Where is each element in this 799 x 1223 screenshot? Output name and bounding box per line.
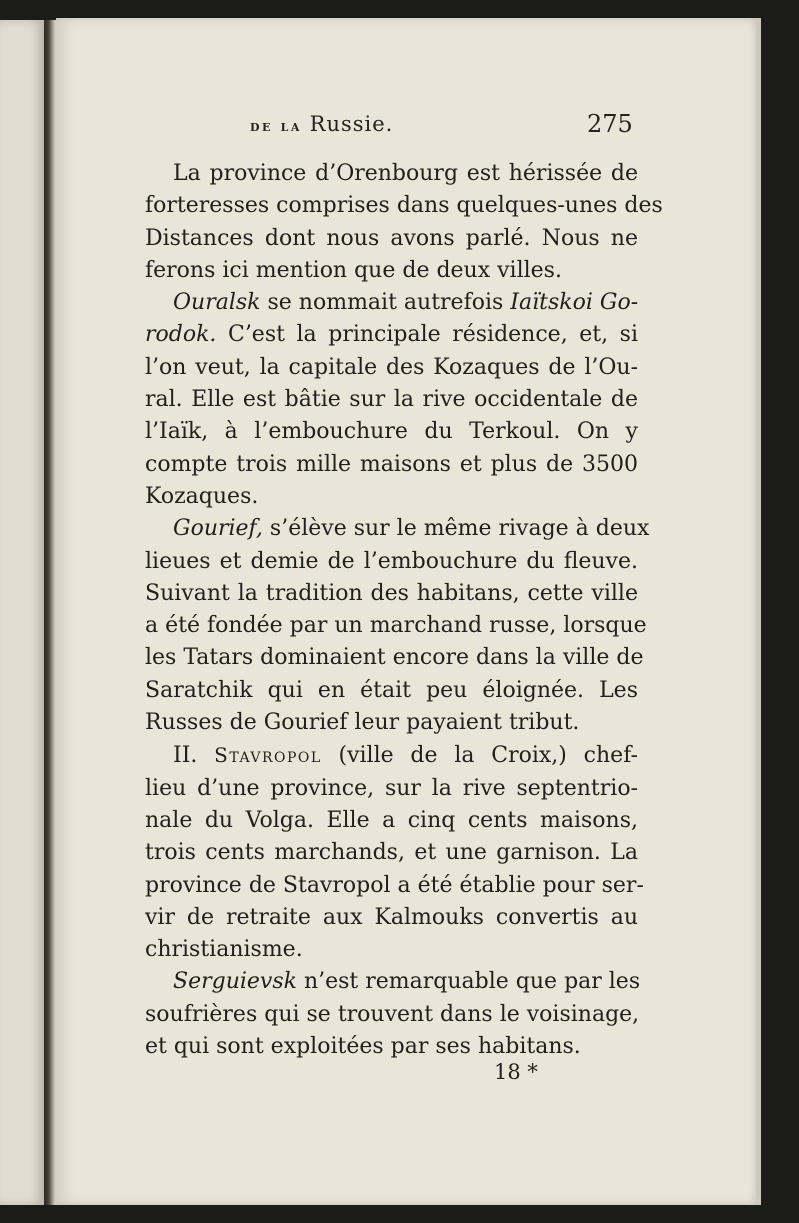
text-segment: christianisme. [145, 937, 303, 963]
text-line [145, 546, 638, 578]
text-segment: a été fondée par un marchand russe, lorsque [145, 613, 647, 639]
left-page-edge [0, 20, 46, 1205]
text-line [145, 1031, 638, 1063]
text-segment: l’on veut, la capitale des Kozaques de l’Ou- [145, 354, 638, 380]
italic-text: Gourief, [173, 516, 263, 542]
text-line [145, 255, 638, 287]
text-line [145, 773, 638, 805]
italic-text: Iaïtskoi Go- [510, 290, 639, 316]
text-segment: se nommait autrefois [260, 290, 511, 316]
text-segment: n’est remarquable que par les [296, 969, 641, 995]
text-line [145, 416, 638, 448]
text-segment: vir de retraite aux Kalmouks convertis au [145, 904, 638, 930]
text-line [145, 966, 641, 998]
text-line [145, 352, 638, 384]
text-line [145, 319, 638, 351]
text-line [145, 449, 638, 481]
italic-text: Ouralsk [173, 290, 261, 316]
text-line [145, 384, 638, 416]
text-line [145, 870, 644, 902]
text-segment: Kozaques. [145, 483, 259, 509]
text-segment: les Tatars dominaient encore dans la ville de [145, 645, 644, 671]
text-segment: (ville de la Croix,) chef- [321, 743, 638, 769]
text-line [145, 190, 663, 222]
text-segment: ral. Elle est bâtie sur la rive occidentale de [145, 387, 638, 413]
text-line [145, 805, 638, 837]
text-line [145, 999, 638, 1031]
italic-text: Serguievsk [173, 969, 297, 995]
text-segment: lieu d’une province, sur la rive septentrio- [145, 775, 638, 801]
text-segment: C’est la principale résidence, et, si [216, 322, 638, 348]
text-line [145, 934, 638, 966]
text-line [145, 642, 644, 674]
page-number: 275 [587, 110, 633, 138]
text-line [145, 902, 638, 934]
text-segment: Saratchik qui en était peu éloignée. Les [145, 677, 638, 703]
text-line [145, 513, 650, 545]
text-line [145, 158, 638, 190]
text-segment: II. [173, 743, 215, 769]
text-line [145, 837, 638, 869]
text-line [145, 481, 638, 513]
text-line [145, 578, 638, 610]
text-segment: compte trois mille maisons et plus de 3500 [145, 451, 638, 477]
text-segment: forteresses comprises dans quelques-unes des [145, 193, 663, 219]
right-page-edge [756, 18, 761, 1205]
text-segment: La province d’Orenbourg est hérissée de [173, 161, 638, 186]
book-gutter [44, 20, 56, 1205]
running-header-prefix: de la [250, 117, 310, 135]
text-segment: Suivant la tradition des habitans, cette ville [145, 580, 638, 606]
text-segment: lieues et demie de l’embouchure du fleuve. [145, 548, 638, 574]
text-segment: trois cents marchands, et une garnison. La [145, 840, 638, 866]
text-line [145, 739, 638, 772]
text-segment: Russes de Gourief leur payaient tribut. [145, 710, 580, 736]
running-header-title: Russie. [309, 112, 394, 136]
text-line [145, 610, 647, 642]
text-segment: Distances dont nous avons parlé. Nous ne [145, 225, 638, 251]
body-text [145, 158, 663, 1063]
text-line [145, 223, 638, 255]
text-segment: et qui sont exploitées par ses habitans. [145, 1034, 581, 1060]
text-segment: nale du Volga. Elle a cinq cents maisons, [145, 807, 638, 833]
running-header [250, 112, 393, 136]
text-segment: s’élève sur le même rivage à deux [262, 516, 650, 542]
text-line [145, 287, 638, 319]
small-caps-text: Stavropol [214, 743, 322, 768]
text-segment: ferons ici mention que de deux villes. [145, 257, 562, 283]
text-segment: soufrières qui se trouvent dans le voisinage, [145, 1001, 640, 1027]
text-segment: l’Iaïk, à l’embouchure du Terkoul. On y [145, 419, 638, 445]
italic-text: rodok. [145, 322, 217, 348]
text-line [145, 675, 638, 707]
signature-mark: 18 * [494, 1060, 538, 1084]
text-line [145, 707, 638, 739]
text-segment: province de Stavropol a été établie pour ser- [145, 872, 644, 898]
